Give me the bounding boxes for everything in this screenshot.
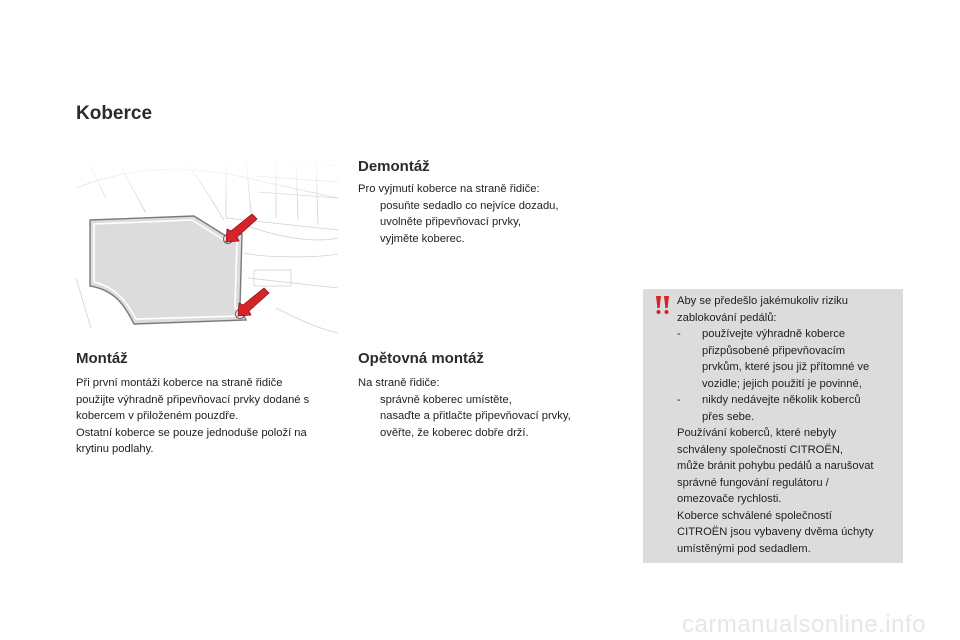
text-line: Ostatní koberce se pouze jednoduše položí na	[76, 426, 307, 439]
refitting-heading: Opětovná montáž	[358, 350, 484, 367]
text-line: vozidle; jejich použití je povinné,	[702, 377, 862, 390]
removal-steps	[358, 198, 618, 248]
list-item	[358, 392, 618, 409]
text-line: schváleny společností CITROËN,	[677, 443, 844, 456]
step-text: nasaďte a přitlačte připevňovací prvky,	[380, 410, 571, 422]
refitting-intro: Na straně řidiče:	[358, 377, 440, 389]
text-line: Při první montáži koberce na straně řidiče	[76, 377, 283, 389]
text-line: kobercem v přiloženém pouzdře.	[76, 410, 239, 422]
text-line: Používání koberců, které nebyly	[677, 427, 837, 439]
warning-box	[643, 289, 903, 563]
watermark: carmanualsonline.info	[682, 611, 926, 638]
text-line: Aby se předešlo jakémukoliv riziku	[677, 295, 848, 307]
list-item	[358, 231, 618, 248]
step-text: vyjměte koberec.	[380, 232, 465, 245]
text-line: používejte výhradně koberce	[702, 328, 846, 340]
exclamation-icon	[652, 294, 672, 316]
text-line: krytinu podlahy.	[76, 443, 154, 455]
text-line: použijte výhradně připevňovací prvky dodané s	[76, 393, 310, 406]
warning-text	[677, 293, 899, 557]
mounting-heading: Montáž	[76, 350, 128, 367]
text-line: správné fungování regulátoru /	[677, 476, 829, 489]
text-line: přizpůsobené připevňovacím	[702, 344, 846, 357]
removal-heading: Demontáž	[358, 158, 430, 175]
step-text: posuňte sedadlo co nejvíce dozadu,	[380, 199, 559, 212]
list-item	[358, 408, 618, 425]
page-title: Koberce	[76, 103, 153, 124]
text-line: přes sebe.	[702, 410, 755, 423]
dash-marker: -	[677, 328, 681, 340]
list-item	[358, 425, 618, 442]
refitting-steps	[358, 392, 618, 442]
text-line: nikdy nedávejte několik koberců	[702, 394, 861, 406]
list-item	[358, 214, 618, 231]
step-text: ověřte, že koberec dobře drží.	[380, 426, 529, 439]
text-line: zablokování pedálů:	[677, 311, 777, 324]
step-text: uvolněte připevňovací prvky,	[380, 216, 521, 228]
text-line: může bránit pohybu pedálů a narušovat	[677, 460, 874, 472]
list-item	[677, 392, 899, 425]
text-line: Koberce schválené společností	[677, 509, 832, 522]
mounting-text	[76, 375, 342, 458]
removal-text	[358, 181, 618, 247]
text-line: prvkům, které jsou již přítomné ve	[702, 361, 870, 373]
floor-mat-illustration	[76, 158, 338, 340]
list-item	[358, 198, 618, 215]
removal-intro: Pro vyjmutí koberce na straně řidiče:	[358, 183, 540, 195]
refitting-text	[358, 375, 618, 441]
warning-list	[677, 326, 899, 425]
step-text: správně koberec umístěte,	[380, 393, 512, 406]
text-line: umístěnými pod sedadlem.	[677, 542, 811, 555]
dash-marker: -	[677, 394, 681, 406]
text-line: omezovače rychlosti.	[677, 493, 782, 505]
list-item	[677, 326, 899, 392]
text-line: CITROËN jsou vybaveny dvěma úchyty	[677, 526, 874, 538]
